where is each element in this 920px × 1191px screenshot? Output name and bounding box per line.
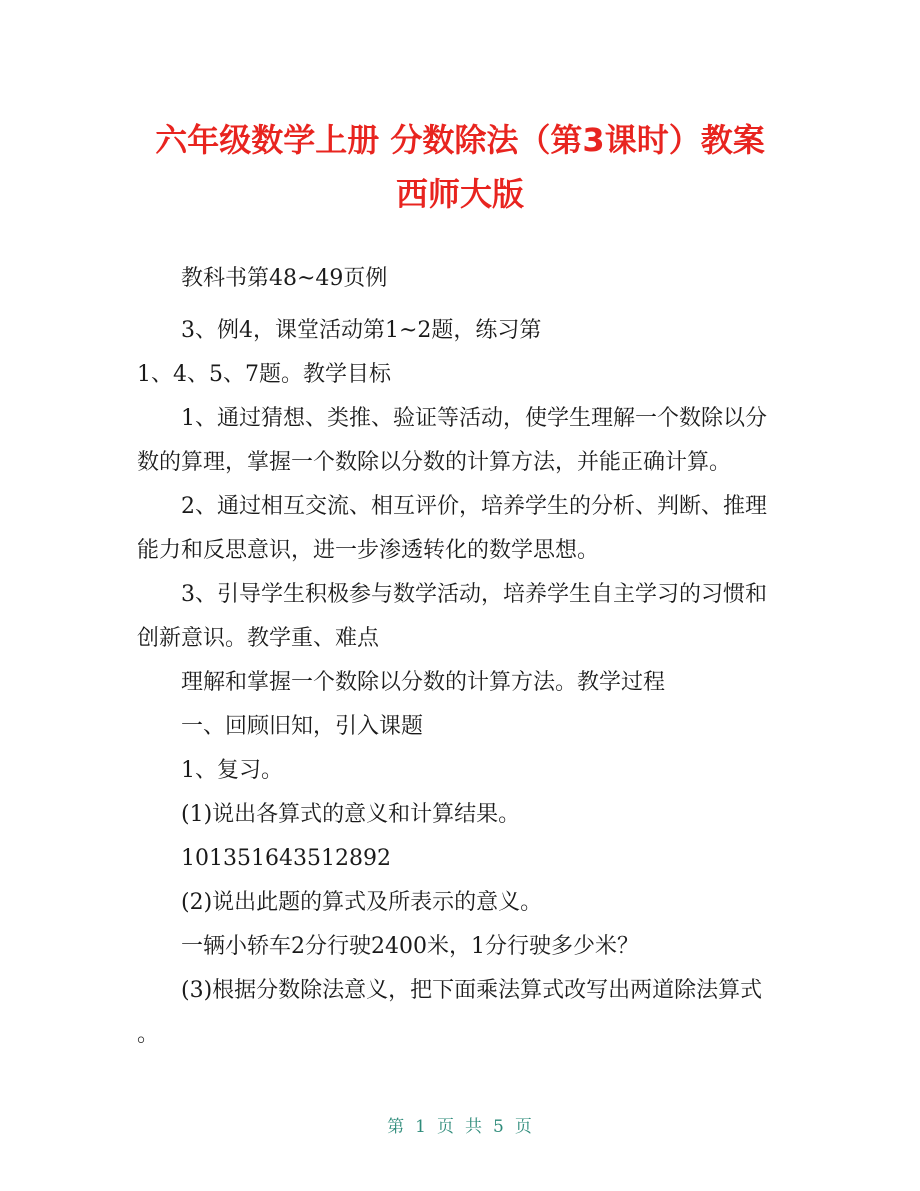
document-title-line2: 西师大版 [395,175,524,213]
footer-di: 第 [387,1117,406,1137]
footer-gong: 共 [465,1117,483,1137]
text-line: 101351643512892 [181,846,391,871]
text-line: 1、通过猜想、类推、验证等活动，使学生理解一个数除以分 [181,406,767,431]
text-line: 教科书第48~49页例 [181,266,388,291]
text-line: 创新意识。教学重、难点 [137,626,380,651]
document-title-line1: 六年级数学上册 分数除法（第3课时）教案 [155,121,765,159]
footer-page-number: 1 [415,1117,427,1137]
footer-ye: 页 [437,1117,455,1137]
text-line: 理解和掌握一个数除以分数的计算方法。教学过程 [181,670,666,695]
text-line: 1、复习。 [181,758,283,783]
text-line: (1)说出各算式的意义和计算结果。 [181,802,521,827]
footer-total-pages: 5 [493,1117,505,1137]
text-line: 2、通过相互交流、相互评价，培养学生的分析、判断、推理 [181,494,767,519]
text-line: 1、4、5、7题。教学目标 [137,362,391,387]
text-line: 一辆小轿车2分行驶2400米，1分行驶多少米？ [181,934,639,959]
text-line: 。 [137,1022,160,1047]
text-line: (2)说出此题的算式及所表示的意义。 [181,890,543,915]
text-line: (3)根据分数除法意义，把下面乘法算式改写出两道除法算式 [181,978,763,1003]
page-footer [0,1112,920,1137]
text-line: 一、回顾旧知，引入课题 [181,714,424,739]
text-line: 3、引导学生积极参与数学活动，培养学生自主学习的习惯和 [181,582,767,607]
text-line: 数的算理，掌握一个数除以分数的计算方法，并能正确计算。 [137,450,732,475]
footer-ye2: 页 [514,1117,533,1137]
text-line: 3、例4，课堂活动第1~2题，练习第 [181,318,542,343]
text-line: 能力和反思意识，进一步渗透转化的数学思想。 [137,538,600,563]
